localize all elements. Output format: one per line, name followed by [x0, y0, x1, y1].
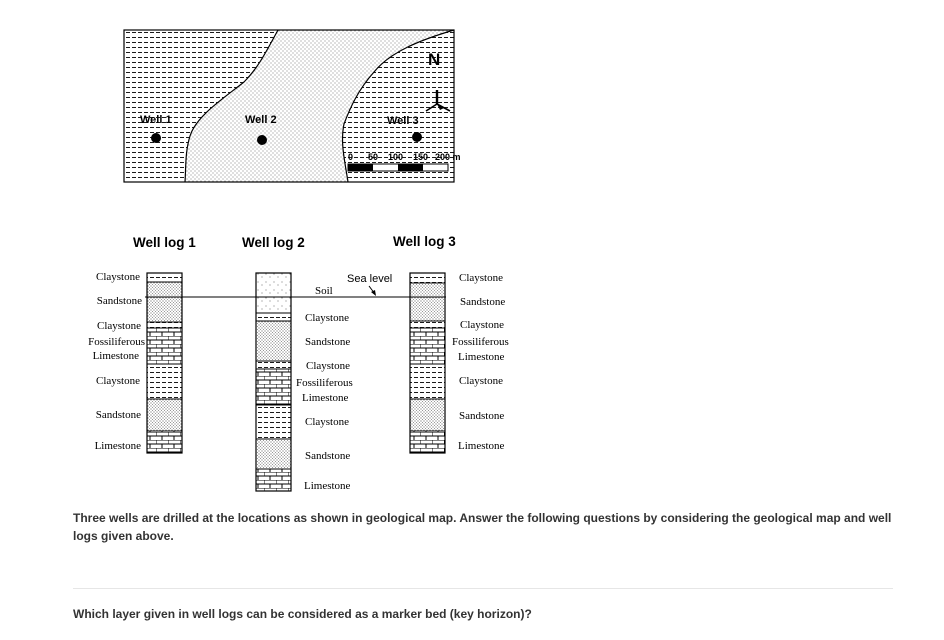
log2-label-limestone-1: Limestone: [302, 392, 349, 404]
log3-label-fossiliferous: Fossiliferous: [452, 336, 509, 348]
log1-sandstone-2: [147, 399, 182, 431]
log3-claystone-2: [410, 321, 445, 328]
log2-claystone-1: [256, 313, 291, 321]
log3-label-limestone-2: Limestone: [458, 440, 505, 452]
log1-label-claystone-3: Claystone: [96, 375, 140, 387]
log2-sandstone-2: [256, 439, 291, 469]
log2-fossiliferous-limestone: [256, 369, 291, 405]
sea-level-label: Sea level: [347, 273, 393, 285]
well-2-marker: [257, 135, 267, 145]
geological-map: [124, 30, 461, 182]
log3-label-limestone-1: Limestone: [458, 351, 505, 363]
scale-tick-200: 200 m: [435, 152, 461, 162]
scale-tick-0: 0: [348, 152, 354, 162]
well-log-3-title: Well log 3: [393, 234, 456, 249]
well-log-2-column: [256, 273, 291, 491]
log3-label-sandstone-2: Sandstone: [459, 410, 505, 422]
well-2-label: Well 2: [245, 114, 277, 126]
well-log-1-column: [147, 273, 182, 453]
log3-label-sandstone-1: Sandstone: [460, 296, 506, 308]
log2-label-fossiliferous: Fossiliferous: [296, 377, 353, 389]
well-log-2-labels: [296, 285, 353, 492]
log3-label-claystone-2: Claystone: [460, 319, 504, 331]
log1-label-claystone-2: Claystone: [97, 320, 141, 332]
log2-label-sandstone-1: Sandstone: [305, 336, 351, 348]
log2-limestone: [256, 469, 291, 491]
well-3-marker: [412, 132, 422, 142]
log2-label-limestone-2: Limestone: [304, 480, 351, 492]
divider: [73, 588, 893, 589]
scale-tick-50: 50: [368, 152, 379, 162]
log1-label-claystone-1: Claystone: [96, 271, 140, 283]
log1-sandstone: [147, 282, 182, 322]
well-log-2-title: Well log 2: [242, 235, 305, 250]
log2-label-soil: Soil: [315, 285, 333, 297]
log3-sandstone: [410, 283, 445, 321]
log3-claystone-3: [410, 364, 445, 399]
well-log-1-labels: [88, 271, 145, 452]
log2-sandstone: [256, 321, 291, 361]
north-label: N: [428, 50, 441, 69]
log3-limestone: [410, 431, 445, 453]
log1-claystone-1: [147, 273, 182, 282]
log3-claystone-1: [410, 273, 445, 283]
well-log-1-title: Well log 1: [133, 235, 196, 250]
log1-fossiliferous-limestone: [147, 328, 182, 364]
question-text: Which layer given in well logs can be considered as a marker bed (key horizon)?: [73, 607, 532, 621]
log1-label-limestone-2: Limestone: [94, 440, 141, 452]
log1-label-sandstone-1: Sandstone: [96, 295, 142, 307]
log2-label-sandstone-2: Sandstone: [305, 450, 351, 462]
log2-label-claystone-3: Claystone: [305, 416, 349, 428]
well-log-3-labels: [452, 272, 509, 452]
log3-label-claystone-3: Claystone: [459, 375, 503, 387]
log2-claystone-2: [256, 361, 291, 369]
log2-label-claystone-2: Claystone: [306, 360, 350, 372]
question-intro: Three wells are drilled at the locations as shown in geological map. Answer the following questions by considering the geological map and well logs given above.: [73, 511, 892, 543]
well-1-marker: [151, 133, 161, 143]
well-log-3-column: [410, 273, 445, 453]
log3-fossiliferous-limestone: [410, 328, 445, 364]
log1-label-sandstone-2: Sandstone: [95, 409, 141, 421]
log1-claystone-2: [147, 322, 182, 328]
log3-label-claystone-1: Claystone: [459, 272, 503, 284]
log2-label-claystone-1: Claystone: [305, 312, 349, 324]
log1-label-limestone-1: Limestone: [92, 350, 139, 362]
scale-tick-150: 150: [413, 152, 429, 162]
log1-claystone-3: [147, 364, 182, 399]
well-3-label: Well 3: [387, 115, 419, 127]
sea-level-pointer-icon: [369, 286, 376, 296]
log1-limestone: [147, 431, 182, 453]
scale-tick-100: 100: [388, 152, 404, 162]
well-1-label: Well 1: [140, 114, 172, 126]
log2-claystone-3: [256, 405, 291, 439]
log2-soil: [256, 273, 291, 313]
log3-sandstone-2: [410, 399, 445, 431]
log1-label-fossiliferous: Fossiliferous: [88, 336, 145, 348]
